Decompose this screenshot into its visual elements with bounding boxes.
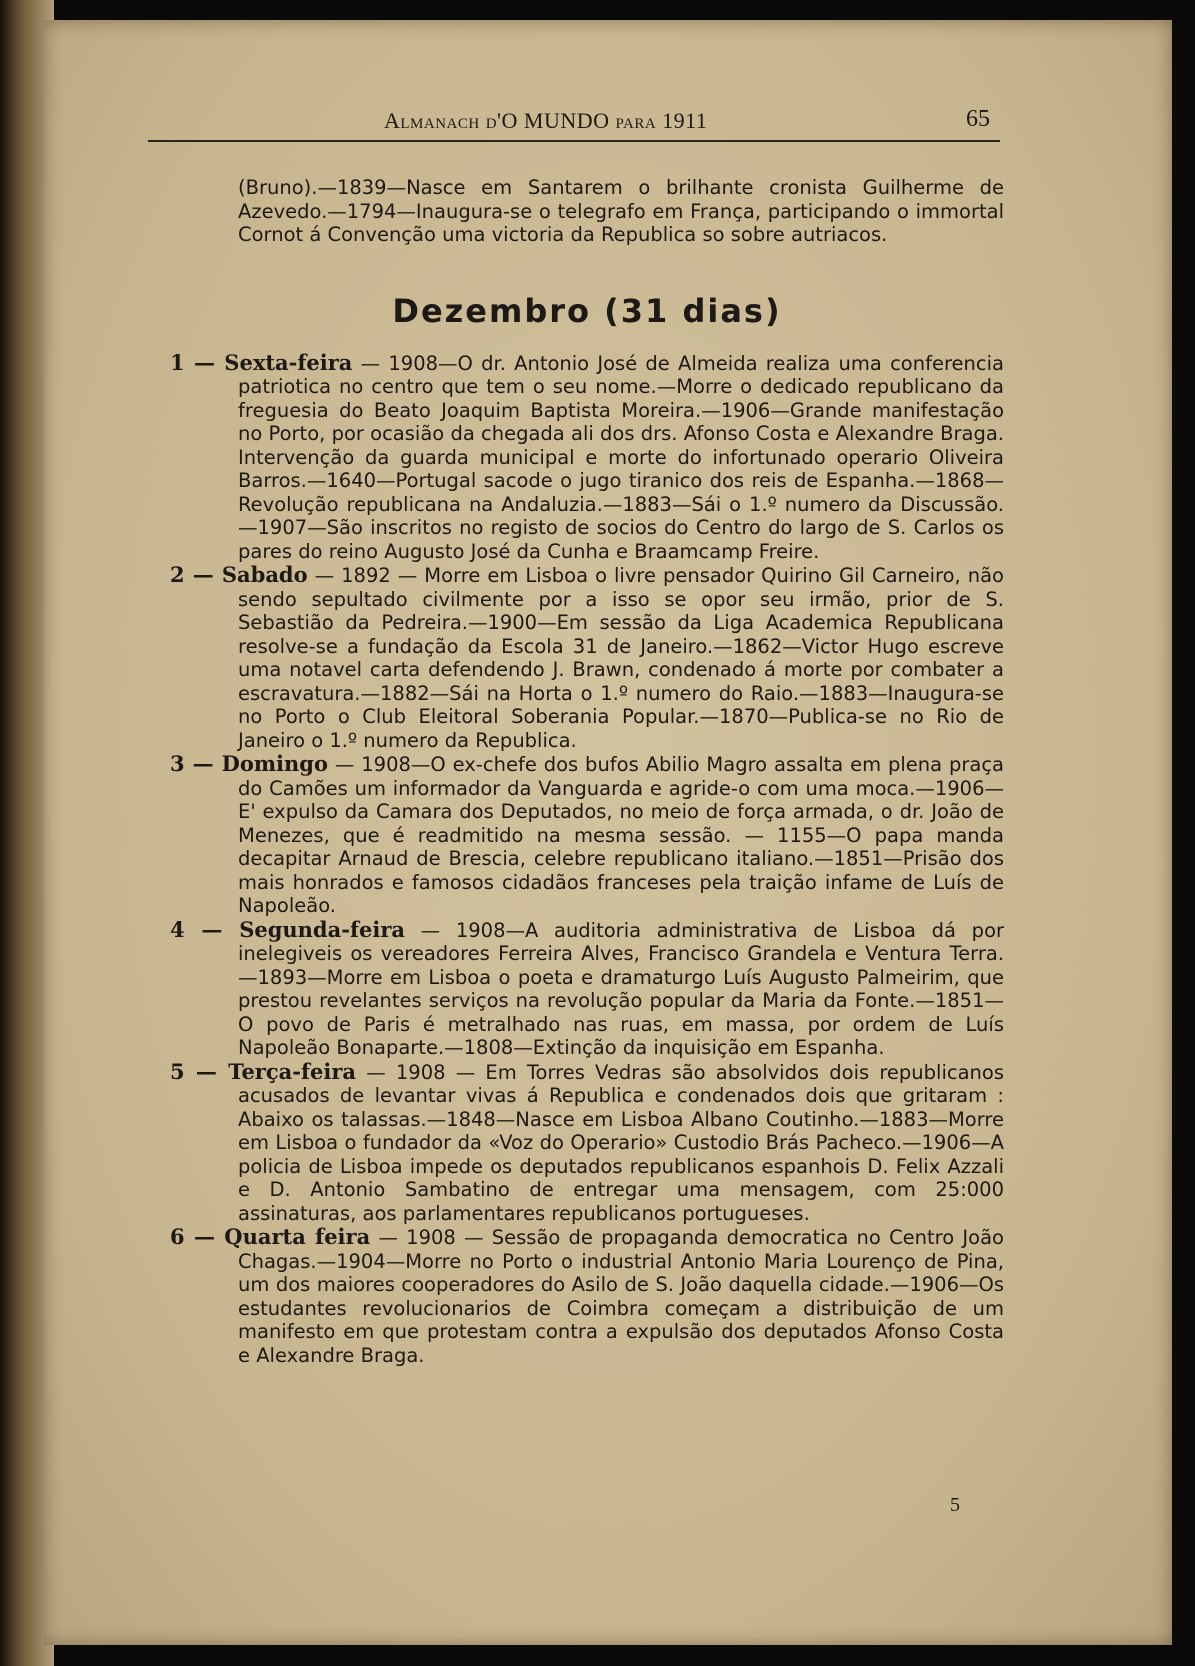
day-entry-5 (170, 1060, 1004, 1226)
page-header (148, 104, 1000, 142)
page-body (170, 176, 1004, 1367)
day-entry-3 (170, 752, 1004, 918)
day-label: 2 — Sabado (170, 562, 308, 587)
entry-text: — 1892 — Morre em Lisboa o livre pensador Quirino Gil Carneiro, não sendo sepultado civilmente por a isso se opor seu irmão, prior de S. Sebastião da Pedreira.—1900—Em sessão da Liga Academica Republicana resolve-se a fundação da Escola 31 de Janeiro.—1862—Victor Hugo escreve uma notavel carta defendendo J. Brawn, condenado á morte por combater a escravatura.—1882—Sái na Horta o 1.º numero do Raio.—1883—Inaugura-se no Porto o Club Eleitoral Soberania Popular.—1870—Publica-se no Rio de Janeiro o 1.º numero da Republica. (238, 564, 1004, 752)
entry-text: — 1908 — Sessão de propaganda democratica no Centro João Chagas.—1904—Morre no Porto o industrial Antonio Maria Lourenço de Pina, um dos maiores cooperadores do Asilo de S. João daquella cidade.—1906—Os estudantes revolucionarios de Coimbra começam a distribuição de um manifesto em que protestam contra a expulsão dos deputados Afonso Costa e Alexandre Braga. (238, 1226, 1004, 1367)
signature-mark: 5 (950, 1494, 960, 1516)
day-label: 6 — Quarta feira (170, 1224, 371, 1249)
entry-text: — 1908—O dr. Antonio José de Almeida realiza uma conferencia patriotica no centro que tem o seu nome.—Morre o dedicado republicano da freguesia do Beato Joaquim Baptista Moreira.—1906—Grande manifestação no Porto, por ocasião da chegada ali dos drs. Afonso Costa e Alexandre Braga. Intervenção da guarda municipal e morte do infortunado operario Oliveira Barros.—1640—Portugal sacode o jugo tiranico dos reis de Espanha.—1868—Revolução republicana na Andaluzia.—1883—Sái o 1.º numero da Discussão.—1907—São inscritos no registo de socios do Centro do largo de S. Carlos os pares do reino Augusto José da Cunha e Braamcamp Freire. (238, 351, 1004, 563)
day-entry-6 (170, 1225, 1004, 1367)
entry-text: — 1908—A auditoria administrativa de Lisboa dá por inelegiveis os vereadores Ferreira Alves, Francisco Grandela e Ventura Terra.—1893—Morre em Lisboa o poeta e dramaturgo Luís Augusto Palmeirim, que prestou revelantes serviços na revolução popular da Maria da Fonte.—1851—O povo de Paris é metralhado nas ruas, em massa, por ordem de Luís Napoleão Bonaparte.—1808—Extinção da inquisição em Espanha. (238, 918, 1005, 1059)
intro-paragraph: (Bruno).—1839—Nasce em Santarem o brilhante cronista Guilherme de Azevedo.—1794—Inaugura-se o telegrafo em França, participando o immortal Cornot á Convenção uma victoria da Republica so sobre autriacos. (238, 176, 1004, 246)
day-entry-1 (170, 351, 1004, 564)
day-label: 5 — Terça-feira (170, 1058, 357, 1084)
day-entry-2 (170, 563, 1004, 752)
running-title: Almanach d'O MUNDO para 1911 (384, 108, 708, 133)
day-label: 3 — Domingo (170, 751, 328, 776)
day-label: 1 — Sexta-feira (170, 349, 353, 375)
section-title: Dezembro (31 dias) (392, 291, 782, 330)
day-label: 4 — Segunda-feira (170, 916, 405, 942)
entry-text: — 1908 — Em Torres Vedras são absolvidos dois republicanos acusados de levantar vivas á Republica e condenados dois que gritaram : Abaixo os talassas.—1848—Nasce em Lisboa Albano Coutinho.—1883—Morre em Lisboa o fundador da «Voz do Operario» Custodio Brás Pacheco.—1906—A policia de Lisboa impede os deputados republicanos espanhois D. Felix Azzali e D. Antonio Sambatino de entregar uma mensagem, com 25:000 assinaturas, aos parlamentares republicanos portugueses. (238, 1060, 1004, 1225)
page-number: 65 (966, 106, 990, 132)
day-entry-4 (170, 918, 1004, 1060)
entry-text: — 1908—O ex-chefe dos bufos Abilio Magro assalta em plena praça do Camões um informador da Vanguarda e agride-o com uma moca.—1906—E' expulso da Camara dos Deputados, no meio de força armada, o dr. João de Menezes, que é readmitido na mesma sessão. — 1155—O papa manda decapitar Arnaud de Brescia, celebre republicano italiano.—1851—Prisão dos mais honrados e famosos cidadãos franceses pela traição infame de Luís de Napoleão. (238, 753, 1005, 917)
